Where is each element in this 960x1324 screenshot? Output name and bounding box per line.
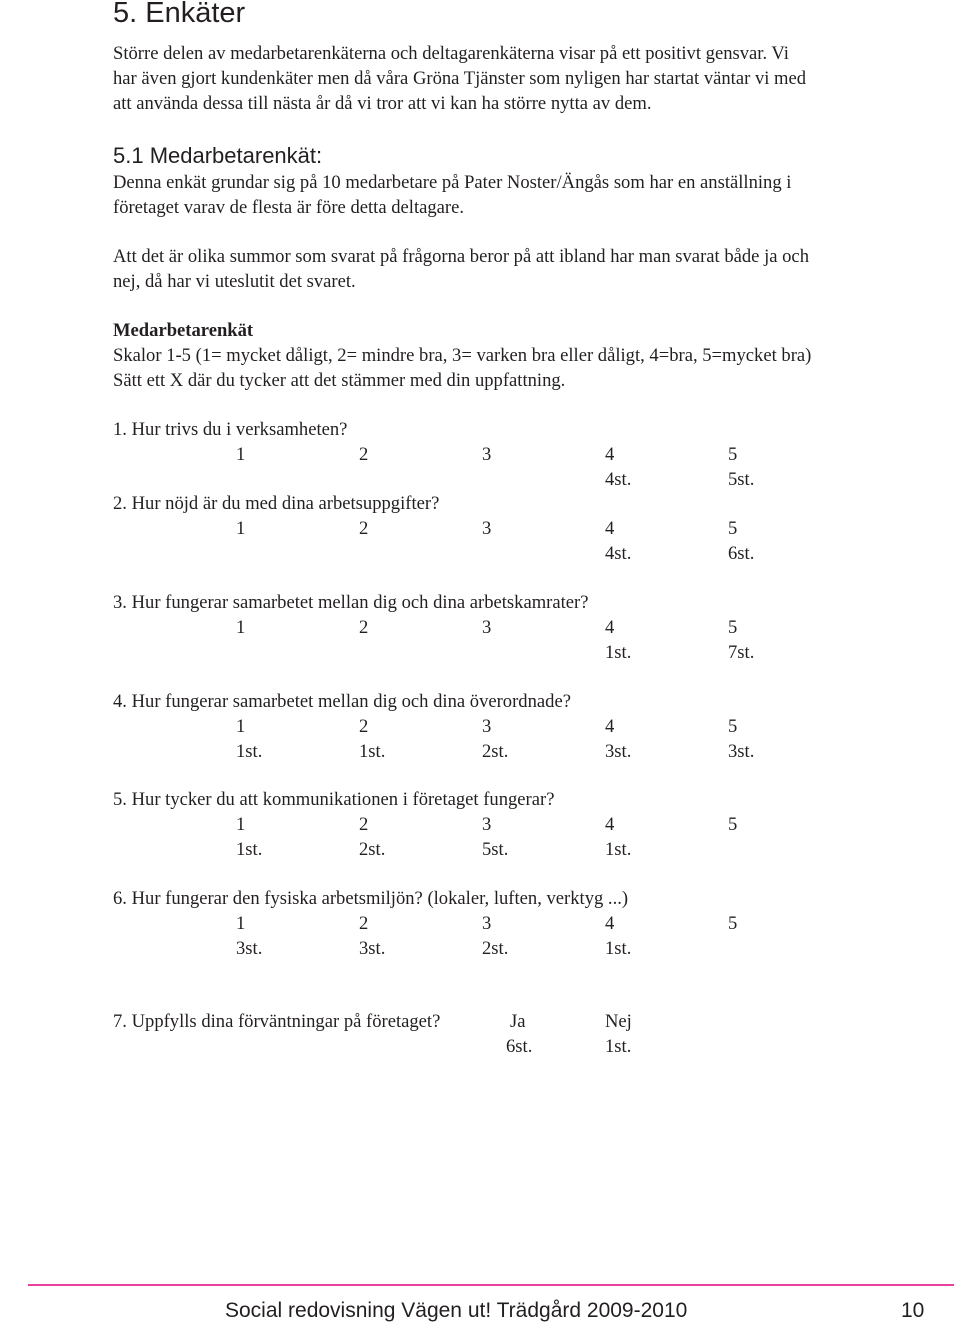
scale-option: 3	[482, 518, 492, 539]
para1-line: Denna enkät grundar sig på 10 medarbetare på Pater Noster/Ängås som har en anställning i	[113, 172, 792, 193]
survey-title: Medarbetarenkät	[113, 320, 254, 341]
response-count: 1st.	[605, 1036, 632, 1057]
footer-title: Social redovisning Vägen ut! Trädgård 2009-2010	[225, 1299, 688, 1322]
question-text: 5. Hur tycker du att kommunikationen i företaget fungerar?	[113, 789, 555, 810]
section-subheading: 5.1 Medarbetarenkät:	[113, 143, 323, 168]
scale-option: 2	[359, 913, 369, 934]
response-count: 6st.	[728, 543, 755, 564]
scale-option: 4	[605, 716, 615, 737]
scale-option: 4	[605, 913, 615, 934]
response-count: 1st.	[359, 741, 386, 762]
survey-instruction: Sätt ett X där du tycker att det stämmer med din uppfattning.	[113, 370, 566, 391]
response-count: 4st.	[605, 543, 632, 564]
response-count: 5st.	[482, 839, 509, 860]
scale-option: 1	[236, 518, 246, 539]
scale-option: 3	[482, 444, 492, 465]
response-count: 2st.	[359, 839, 386, 860]
answer-option: Nej	[605, 1011, 632, 1032]
response-count: 7st.	[728, 642, 755, 663]
response-count: 2st.	[482, 938, 509, 959]
question-text: 3. Hur fungerar samarbetet mellan dig och dina arbetskamrater?	[113, 592, 589, 613]
scale-option: 3	[482, 716, 492, 737]
scale-option: 2	[359, 444, 369, 465]
response-count: 4st.	[605, 469, 632, 490]
response-count: 1st.	[605, 642, 632, 663]
page-number: 10	[901, 1299, 925, 1322]
survey-scale: Skalor 1-5 (1= mycket dåligt, 2= mindre bra, 3= varken bra eller dåligt, 4=bra, 5=mycket bra)	[113, 345, 812, 366]
scale-option: 4	[605, 617, 615, 638]
scale-option: 5	[728, 814, 738, 835]
response-count: 3st.	[359, 938, 386, 959]
response-count: 3st.	[605, 741, 632, 762]
scale-option: 5	[728, 518, 738, 539]
response-count: 1st.	[605, 938, 632, 959]
scale-option: 1	[236, 716, 246, 737]
response-count: 1st.	[236, 839, 263, 860]
scale-option: 2	[359, 814, 369, 835]
response-count: 1st.	[236, 741, 263, 762]
para1-line: företaget varav de flesta är före detta deltagare.	[113, 197, 465, 218]
intro-line: att använda dessa till nästa år då vi tror att vi kan ha större nytta av dem.	[113, 93, 652, 114]
intro-line: har även gjort kundenkäter men då våra Gröna Tjänster som nyligen har startat väntar vi med	[113, 68, 807, 89]
scale-option: 1	[236, 814, 246, 835]
response-count: 6st.	[506, 1036, 533, 1057]
scale-option: 2	[359, 716, 369, 737]
scale-option: 3	[482, 617, 492, 638]
scale-option: 4	[605, 444, 615, 465]
scale-option: 2	[359, 518, 369, 539]
answer-option: Ja	[510, 1011, 526, 1032]
scale-option: 3	[482, 814, 492, 835]
response-count: 5st.	[728, 469, 755, 490]
response-count: 3st.	[728, 741, 755, 762]
question-text: 1. Hur trivs du i verksamheten?	[113, 419, 348, 440]
scale-option: 5	[728, 913, 738, 934]
question-text: 2. Hur nöjd är du med dina arbetsuppgifter?	[113, 493, 440, 514]
question-text: 6. Hur fungerar den fysiska arbetsmiljön? (lokaler, luften, verktyg ...)	[113, 888, 629, 909]
question-text: 4. Hur fungerar samarbetet mellan dig och dina överordnade?	[113, 691, 571, 712]
para2-line: Att det är olika summor som svarat på frågorna beror på att ibland har man svarat både ja och	[113, 246, 809, 267]
intro-line: Större delen av medarbetarenkäterna och deltagarenkäterna visar på ett positivt gensvar. Vi	[113, 43, 789, 64]
scale-option: 4	[605, 814, 615, 835]
response-count: 1st.	[605, 839, 632, 860]
question-text: 7. Uppfylls dina förväntningar på företaget?	[113, 1011, 441, 1032]
scale-option: 5	[728, 617, 738, 638]
scale-option: 1	[236, 444, 246, 465]
scale-option: 5	[728, 716, 738, 737]
scale-option: 1	[236, 617, 246, 638]
scale-option: 3	[482, 913, 492, 934]
scale-option: 2	[359, 617, 369, 638]
response-count: 3st.	[236, 938, 263, 959]
scale-option: 1	[236, 913, 246, 934]
para2-line: nej, då har vi uteslutit det svaret.	[113, 271, 356, 292]
scale-option: 4	[605, 518, 615, 539]
response-count: 2st.	[482, 741, 509, 762]
page-heading: 5. Enkäter	[113, 0, 246, 29]
scale-option: 5	[728, 444, 738, 465]
